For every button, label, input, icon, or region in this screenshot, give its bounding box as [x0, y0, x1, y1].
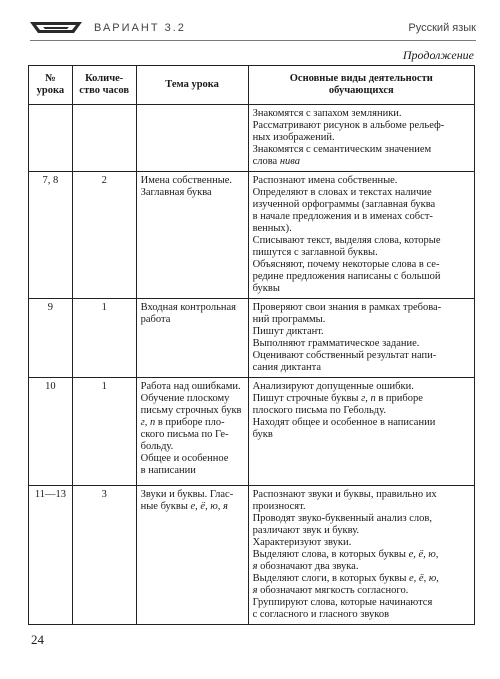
header-rule — [30, 40, 476, 41]
text-line — [253, 417, 470, 429]
text-line — [253, 175, 470, 187]
activities-cell — [248, 378, 474, 486]
text-segment: с согласного и гласного звуков — [252, 609, 390, 620]
italic-text: нива — [279, 156, 301, 167]
topic-cell — [136, 486, 248, 625]
hours-cell: 2 — [72, 172, 136, 299]
text-line — [253, 350, 470, 362]
text-line — [253, 235, 470, 247]
text-line — [253, 537, 470, 549]
text-segment: работа — [140, 314, 171, 325]
lesson-number-cell: 11—13 — [29, 486, 73, 625]
continued-label: Продолжение — [402, 48, 474, 62]
text-line — [253, 573, 470, 585]
italic-text: г — [361, 393, 366, 404]
activities-cell — [248, 105, 474, 172]
text-segment: больду. — [140, 441, 174, 452]
text-line — [141, 405, 244, 417]
text-segment: Определяют в словах и текстах наличие — [252, 187, 432, 198]
variant-label: ВАРИАНТ 3.2 — [94, 22, 186, 34]
text-segment: Обучение плоскому — [140, 393, 230, 404]
page-number: 24 — [31, 632, 44, 647]
text-segment: плоского письма по Гебольду. — [252, 405, 386, 416]
table-row — [29, 378, 475, 486]
text-segment: букв — [252, 429, 273, 440]
text-line — [253, 211, 470, 223]
text-line — [141, 501, 244, 513]
text-segment: в написании — [140, 465, 196, 476]
text-segment: ные буквы — [140, 501, 191, 512]
text-segment: Знакомятся с семантическим значением — [252, 144, 432, 155]
publisher-logo-icon — [30, 22, 82, 34]
text-line — [253, 501, 470, 513]
text-segment: Объясняют, почему некоторые слова в се- — [252, 259, 440, 270]
subject-label: Русский язык — [408, 22, 476, 34]
topic-cell — [136, 105, 248, 172]
text-line — [253, 489, 470, 501]
text-line — [253, 513, 470, 525]
text-line — [253, 120, 470, 132]
table-row — [29, 172, 475, 299]
hours-cell — [72, 105, 136, 172]
text-line — [141, 465, 244, 477]
italic-text: г — [140, 417, 145, 428]
text-segment: ных изображений. — [252, 132, 335, 143]
text-line — [253, 362, 470, 374]
lesson-number-cell: 7, 8 — [29, 172, 73, 299]
text-line — [253, 561, 470, 573]
text-segment: Оценивают собственный результат напи- — [252, 350, 437, 361]
text-segment: Общее и особенное — [140, 453, 229, 464]
text-line — [253, 393, 470, 405]
activities-cell — [248, 486, 474, 625]
activities-cell — [248, 299, 474, 378]
header-line: Тема урока — [165, 79, 219, 90]
col-activities-header — [248, 66, 474, 105]
text-segment: Распознают звуки и буквы, правильно их — [252, 489, 437, 500]
lesson-number-cell — [29, 105, 73, 172]
text-segment: Анализируют допущенные ошибки. — [252, 381, 414, 392]
text-segment: Работа над ошибками. — [140, 381, 241, 392]
italic-text: е, ё, ю, — [409, 573, 439, 584]
text-segment: пишутся с заглавной буквы. — [252, 247, 378, 258]
text-segment: письму строчных букв — [140, 405, 242, 416]
header-line: урока — [36, 85, 65, 96]
text-line — [253, 326, 470, 338]
header-line: № — [45, 73, 56, 84]
topic-cell — [136, 172, 248, 299]
text-line — [141, 314, 244, 326]
header-line: Количе- — [85, 73, 124, 84]
lesson-number-cell: 9 — [29, 299, 73, 378]
text-line — [253, 429, 470, 441]
text-line — [253, 223, 470, 235]
text-segment: Рассматривают рисунок в альбоме рельеф- — [252, 120, 445, 131]
text-line — [253, 132, 470, 144]
text-segment: Заглавная буква — [140, 187, 212, 198]
text-line — [253, 585, 470, 597]
table-row — [29, 105, 475, 172]
text-line — [253, 597, 470, 609]
header-line: Основные виды деятельности — [289, 73, 433, 84]
text-line — [253, 199, 470, 211]
topic-cell — [136, 378, 248, 486]
text-segment: Пишут строчные буквы — [252, 393, 362, 404]
text-line — [141, 393, 244, 405]
italic-text: я — [252, 561, 258, 572]
table-header-row — [29, 66, 475, 105]
text-segment: обозначают два звука. — [257, 561, 359, 572]
text-line — [141, 429, 244, 441]
text-line — [253, 108, 470, 120]
text-segment: Находят общее и особенное в написании — [252, 417, 436, 428]
hours-cell: 3 — [72, 486, 136, 625]
text-segment: Выполняют грамматическое задание. — [252, 338, 420, 349]
hours-cell: 1 — [72, 378, 136, 486]
table-row — [29, 486, 475, 625]
text-line — [253, 271, 470, 283]
topic-cell — [136, 299, 248, 378]
text-line — [253, 259, 470, 271]
hours-cell: 1 — [72, 299, 136, 378]
text-line — [253, 247, 470, 259]
text-segment: Проверяют свои знания в рамках требова- — [252, 302, 442, 313]
text-segment: Входная контрольная — [140, 302, 237, 313]
text-segment: слова — [252, 156, 280, 167]
table-body — [29, 105, 475, 625]
col-topic-header — [136, 66, 248, 105]
text-segment: Выделяют слоги, в которых буквы — [252, 573, 410, 584]
text-segment: ний программы. — [252, 314, 326, 325]
col-num-header — [29, 66, 73, 105]
text-segment: венных). — [252, 223, 292, 234]
text-line — [141, 302, 244, 314]
text-line — [253, 405, 470, 417]
text-line — [253, 187, 470, 199]
text-line — [141, 417, 244, 429]
text-segment: Пишут диктант. — [252, 326, 324, 337]
text-line — [253, 156, 470, 168]
text-segment: ского письма по Ге- — [140, 429, 229, 440]
text-segment: Знакомятся с запахом земляники. — [252, 108, 402, 119]
text-segment: различают звук и букву. — [252, 525, 360, 536]
text-segment: Проводят звуко-буквенный анализ слов, — [252, 513, 432, 524]
text-line — [253, 283, 470, 295]
text-segment: Группируют слова, которые начинаются — [252, 597, 433, 608]
text-segment: в начале предложения и в именах собст- — [252, 211, 433, 222]
text-segment: Списывают текст, выделяя слова, которые — [252, 235, 441, 246]
text-segment: сания диктанта — [252, 362, 322, 373]
text-segment: обозначают мягкость согласного. — [257, 585, 409, 596]
text-segment: , — [365, 393, 371, 404]
text-line — [141, 441, 244, 453]
header-line: ство часов — [79, 85, 130, 96]
text-line — [141, 453, 244, 465]
lessons-table — [28, 65, 475, 625]
text-segment: Звуки и буквы. Глас- — [140, 489, 234, 500]
text-segment: Выделяют слова, в которых буквы — [252, 549, 409, 560]
lesson-number-cell: 10 — [29, 378, 73, 486]
text-segment: редине предложения написаны с большой — [252, 271, 441, 282]
text-segment: в приборе пло- — [155, 417, 225, 428]
text-line — [253, 314, 470, 326]
text-line — [253, 302, 470, 314]
text-segment: в приборе — [375, 393, 423, 404]
text-segment: Распознают имена собственные. — [252, 175, 398, 186]
italic-text: п — [149, 417, 156, 428]
text-line — [141, 175, 244, 187]
text-line — [141, 381, 244, 393]
text-segment: , — [144, 417, 150, 428]
text-segment: буквы — [252, 283, 280, 294]
italic-text: я — [252, 585, 258, 596]
page-header — [30, 18, 476, 40]
italic-text: е, ё, ю, я — [190, 501, 228, 512]
text-line — [253, 549, 470, 561]
text-segment: Имена собственные. — [140, 175, 233, 186]
italic-text: п — [370, 393, 376, 404]
text-line — [253, 338, 470, 350]
text-line — [141, 187, 244, 199]
text-line — [253, 144, 470, 156]
text-segment: изученной орфограммы (заглавная буква — [252, 199, 436, 210]
text-line — [253, 525, 470, 537]
text-segment: Характеризуют звуки. — [252, 537, 352, 548]
text-segment: произносят. — [252, 501, 306, 512]
text-line — [253, 381, 470, 393]
text-line — [141, 489, 244, 501]
activities-cell — [248, 172, 474, 299]
col-hours-header — [72, 66, 136, 105]
table-row — [29, 299, 475, 378]
italic-text: е, ё, ю, — [408, 549, 439, 560]
text-line — [253, 609, 470, 621]
header-line: обучающихся — [328, 85, 394, 96]
